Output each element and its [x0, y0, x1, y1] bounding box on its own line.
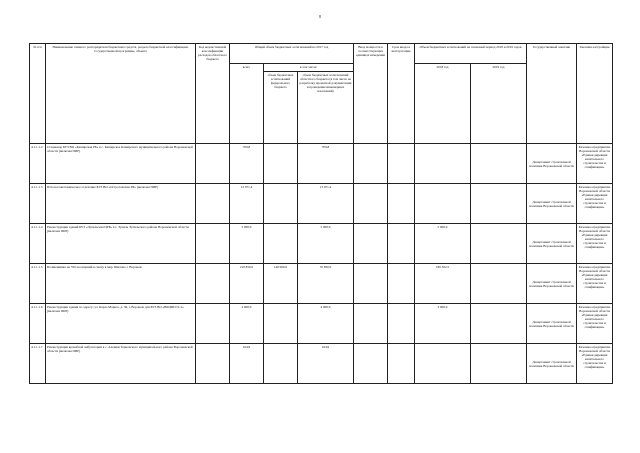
row-2018: 180 302,5 [415, 264, 471, 304]
row-customer: Департамент строительной политики Воронежской области [527, 344, 577, 384]
header-volume-2017: Общий объем бюджетных ассигнований на 2017 год [230, 44, 354, 64]
row-num: 4.1.1.1.4 [30, 224, 46, 264]
table-row [30, 224, 613, 264]
row-name: Стационар БУЗ ВО «Каширская РБ» в с. Каширское Каширского муниципального района Воронежской области (включая ПИР) [46, 144, 196, 184]
row-num: 4.1.1.1.5 [30, 264, 46, 304]
row-name: Реконструкция врачебной амбулатории в с. Алешки Терновского муниципального района Воронежской области (включая ПИР) [46, 344, 196, 384]
row-capacity [354, 224, 388, 264]
row-customer: Департамент строительной политики Воронежской области [527, 304, 577, 344]
row-regional: 4 000,0 [298, 304, 354, 344]
table-row [30, 184, 613, 224]
header-federal: объем бюджетных ассигнований федерального бюджета [264, 72, 298, 144]
row-regional: 709,8 [298, 144, 354, 184]
row-code [196, 144, 230, 184]
row-developer: Казенное предприятие Воронежской области «Единая дирекция капитального строительства и газификации» [577, 304, 613, 344]
row-capacity [354, 304, 388, 344]
header-total: всего [230, 64, 264, 144]
header-name: Наименование главного распорядителя бюджетных средств, раздела бюджетной классификации, государственной программы, объекта [46, 44, 196, 144]
row-name: Патологоанатомическое отделение БУЗ ВО «Острогожская РБ» (включая ПИР) [46, 184, 196, 224]
row-code [196, 184, 230, 224]
row-federal [264, 144, 298, 184]
row-code [196, 264, 230, 304]
row-federal [264, 344, 298, 384]
row-code [196, 344, 230, 384]
row-2018 [415, 344, 471, 384]
row-federal [264, 304, 298, 344]
row-capacity [354, 144, 388, 184]
row-deadline [388, 144, 415, 184]
row-regional: 13 071,4 [298, 184, 354, 224]
row-2019 [471, 344, 527, 384]
row-2018 [415, 144, 471, 184]
row-federal [264, 224, 298, 264]
row-deadline [388, 344, 415, 384]
row-2019 [471, 304, 527, 344]
header-2018: 2018 год [415, 64, 471, 144]
row-federal: 140 000,0 [264, 264, 298, 304]
row-total: 709,8 [230, 144, 264, 184]
row-total: 13 071,4 [230, 184, 264, 224]
row-federal [264, 184, 298, 224]
row-2019 [471, 184, 527, 224]
header-including: в том числе: [264, 64, 354, 72]
row-num: 4.1.1.1.7 [30, 344, 46, 384]
row-total: 164,9 [230, 344, 264, 384]
row-2018: 5 000,0 [415, 224, 471, 264]
row-capacity [354, 184, 388, 224]
header-capacity: Ввод мощности в соответствующих единицах измерения [354, 44, 388, 144]
row-developer: Казенное предприятие Воронежской области «Единая дирекция капитального строительства и газификации» [577, 144, 613, 184]
header-code: Код ведомственной классификации расходов областного бюджета [196, 44, 230, 144]
header-deadline: Срок ввода в эксплуатацию [388, 44, 415, 144]
row-name: Реконструкция зданий БУЗ «Эртильская ЦРБ» в г. Эртиль Эртильского района Воронежской области (включая ПИР) [46, 224, 196, 264]
header-num: № п/п [30, 44, 46, 144]
table-row [30, 264, 613, 304]
row-customer: Департамент строительной политики Воронежской области [527, 144, 577, 184]
row-developer: Казенное предприятие Воронежской области «Единая дирекция капитального строительства и газификации» [577, 184, 613, 224]
table-row [30, 304, 613, 344]
row-name: Поликлиника на 550 посещений в смену в мкр. Шилово г. Воронеж [46, 264, 196, 304]
row-total: 4 000,0 [230, 304, 264, 344]
row-customer: Департамент строительной политики Воронежской области [527, 184, 577, 224]
row-developer: Казенное предприятие Воронежской области «Единая дирекция капитального строительства и газификации» [577, 224, 613, 264]
row-2019 [471, 224, 527, 264]
header-planned: Объем бюджетных ассигнований на плановый период 2018 и 2019 годов [415, 44, 527, 64]
row-2019 [471, 264, 527, 304]
row-2018 [415, 184, 471, 224]
row-customer: Департамент строительной политики Воронежской области [527, 264, 577, 304]
header-2019: 2019 год [471, 64, 527, 144]
row-total: 5 000,0 [230, 224, 264, 264]
header-developer: Заказчик-застройщик [577, 44, 613, 144]
row-2019 [471, 144, 527, 184]
table-row [30, 344, 613, 384]
row-customer: Департамент строительной политики Воронежской области [527, 224, 577, 264]
row-developer: Казенное предприятие Воронежской области «Единая дирекция капитального строительства и газификации» [577, 344, 613, 384]
row-deadline [388, 184, 415, 224]
row-regional: 70 850,0 [298, 264, 354, 304]
row-deadline [388, 224, 415, 264]
table-row [30, 144, 613, 184]
budget-table [29, 43, 613, 384]
header-customer: Государственный заказчик [527, 44, 577, 144]
row-name: Реконструкция здания по адресу: ул. Карла Маркса, д. 36, г. Воронеж для БУЗ ВО «ВКЦПП № 2» (включая ПИР) [46, 304, 196, 344]
row-deadline [388, 304, 415, 344]
row-total: 210 850,0 [230, 264, 264, 304]
row-regional: 5 000,0 [298, 224, 354, 264]
row-developer: Казенное предприятие Воронежской области «Единая дирекция капитального строительства и газификации» [577, 264, 613, 304]
row-deadline [388, 264, 415, 304]
row-code [196, 304, 230, 344]
row-capacity [354, 344, 388, 384]
row-num: 4.1.1.1.3 [30, 184, 46, 224]
row-num: 4.1.1.1.6 [30, 304, 46, 344]
row-code [196, 224, 230, 264]
row-capacity [354, 264, 388, 304]
page-number: 8 [319, 14, 321, 19]
row-regional: 164,9 [298, 344, 354, 384]
row-2018: 3 000,0 [415, 304, 471, 344]
header-regional: объем бюджетных ассигнований областного бюджета (в том числе на разработку проектной документации и проведение инженерных изысканий) [298, 72, 354, 144]
row-num: 4.1.1.1.2 [30, 144, 46, 184]
